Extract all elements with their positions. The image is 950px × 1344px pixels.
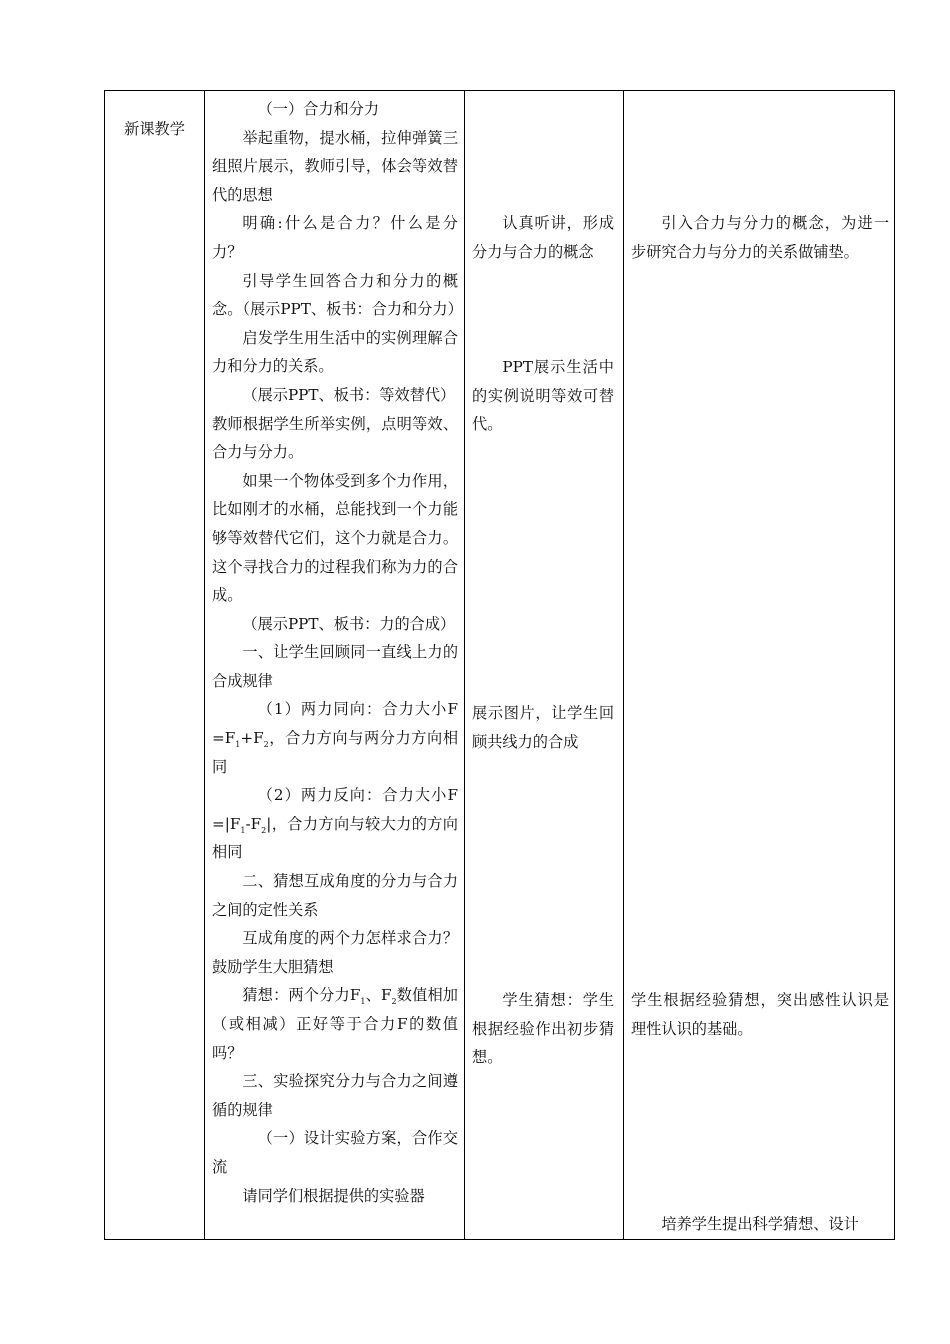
paragraph: 举起重物，提水桶，拉伸弹簧三组照片展示，教师引导，体会等效替代的思想 [212, 128, 458, 204]
design-intent: 学生根据经验猜想，突出感性认识是理性认识的基础。 [631, 991, 889, 1038]
formula-paragraph: 猜想：两个分力$F_1$、$F_2$数值相加（或相减）正好等于合力F的数值吗？ [212, 986, 458, 1062]
paragraph: （展示PPT、板书：等效替代） [242, 385, 456, 404]
stage-label: 新课教学 [124, 120, 185, 138]
section-heading: （一）合力和分力 [257, 100, 380, 118]
teaching-content [212, 95, 463, 1210]
column-divider [464, 91, 465, 1239]
design-intent: 培养学生提出科学猜想、设计 [661, 1215, 859, 1233]
formula-paragraph: （2）两力反向：合力大小$F =|F_1-F_2|$，合力方向与较大力的方向相同 [212, 786, 458, 862]
lesson-plan-table [104, 90, 895, 1240]
student-activity: PPT展示生活中的实例说明等效可替代。 [472, 358, 614, 434]
paragraph: 三、实验探究分力与合力之间遵循的规律 [212, 1072, 458, 1119]
design-intent: 引入合力与分力的概念，为进一步研究合力与分力的关系做铺垫。 [631, 214, 889, 261]
paragraph: 启发学生用生活中的实例理解合力和分力的关系。 [212, 328, 458, 376]
formula-paragraph: （1）两力同向：合力大小$F =F_1+F_2$，合力方向与两分力方向相同 [212, 700, 458, 776]
column-divider [204, 91, 205, 1239]
paragraph: 请同学们根据提供的实验器 [242, 1186, 425, 1205]
paragraph: 明确:什么是合力？什么是分力？ [212, 214, 458, 261]
student-activity: 认真听讲，形成分力与合力的概念 [472, 214, 614, 261]
student-activity: 学生猜想：学生根据经验作出初步猜想。 [472, 991, 614, 1067]
paragraph: 引导学生回答合力和分力的概念。（展示PPT、板书：合力和分力） [212, 271, 463, 319]
paragraph: 二、猜想互成角度的分力与合力之间的定性关系 [212, 872, 458, 919]
paragraph: （展示PPT、板书：力的合成） [242, 614, 456, 633]
column-divider [623, 91, 624, 1239]
paragraph: 如果一个物体受到多个力作用，比如刚才的水桶，总能找到一个力能够等效替代它们，这个力就是合力。这个寻找合力的过程我们称为力的合成。 [212, 471, 458, 605]
paragraph: （一）设计实验方案，合作交流 [212, 1129, 458, 1176]
paragraph: 互成角度的两个力怎样求合力？鼓励学生大胆猜想 [212, 929, 458, 976]
paragraph: 教师根据学生所举实例，点明等效、合力与分力。 [212, 414, 458, 462]
student-activity: 展示图片，让学生回顾共线力的合成 [472, 704, 614, 751]
paragraph: 一、让学生回顾同一直线上力的合成规律 [212, 643, 458, 690]
